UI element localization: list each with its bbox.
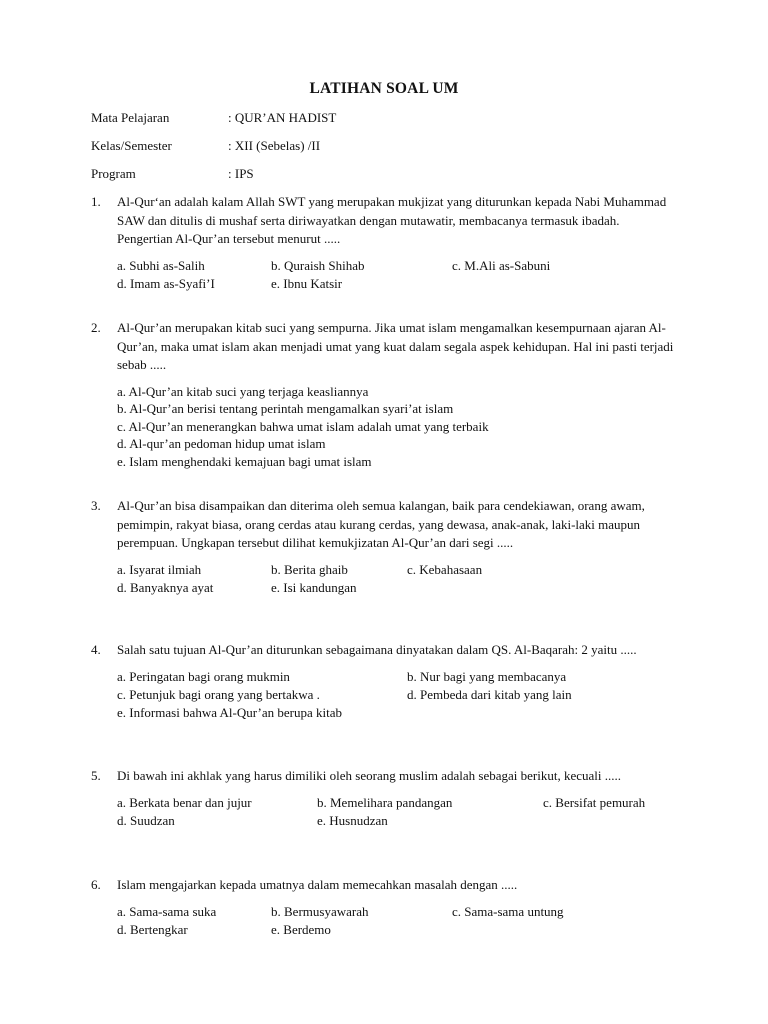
option-b: b. Bermusyawarah xyxy=(271,903,369,919)
question-5 xyxy=(91,767,676,830)
options xyxy=(117,794,676,830)
option-a: a. Berkata benar dan jujur xyxy=(117,794,252,810)
options xyxy=(117,257,676,293)
question-text: Di bawah ini akhlak yang harus dimiliki oleh seorang muslim adalah sebagai berikut, kecuali ..... xyxy=(117,768,621,783)
option-b: b. Memelihara pandangan xyxy=(317,794,453,810)
question-text: Al-Qur’an merupakan kitab suci yang sempurna. Jika umat islam mengamalkan kesempurnaan ajaran Al-Qur’an, maka umat islam akan menjadi umat yang kuat dalam segala aspek kehidupan. Hal ini pasti terjadi sebab ..... xyxy=(117,320,674,372)
question-1 xyxy=(91,193,676,293)
meta-value: : QUR’AN HADIST xyxy=(228,110,337,125)
option-d: d. Banyaknya ayat xyxy=(117,579,214,595)
question-text: Salah satu tujuan Al-Qur’an diturunkan sebagaimana dinyatakan dalam QS. Al-Baqarah: 2 yaitu ..... xyxy=(117,642,637,657)
options xyxy=(117,903,676,939)
option-c: c. Petunjuk bagi orang yang bertakwa . xyxy=(117,686,320,702)
question-4 xyxy=(91,641,676,722)
option-d: d. Imam as-Syafi’I xyxy=(117,275,215,291)
option-b: b. Berita ghaib xyxy=(271,561,348,577)
question-number: 4. xyxy=(91,642,101,657)
meta-label: Program xyxy=(91,166,136,181)
option-b: b. Quraish Shihab xyxy=(271,257,365,273)
option-e: e. Informasi bahwa Al-Qur’an berupa kitab xyxy=(117,704,343,720)
option-b: b. Al-Qur’an berisi tentang perintah mengamalkan syari’at islam xyxy=(117,401,454,416)
option-c: c. Al-Qur’an menerangkan bahwa umat islam adalah umat yang terbaik xyxy=(117,418,489,434)
question-number: 3. xyxy=(91,498,101,513)
meta-label: Kelas/Semester xyxy=(91,138,172,153)
question-text: Islam mengajarkan kepada umatnya dalam memecahkan masalah dengan ..... xyxy=(117,877,518,892)
options xyxy=(117,383,676,471)
option-a: a. Isyarat ilmiah xyxy=(117,561,202,577)
meta-value: : XII (Sebelas) /II xyxy=(228,138,321,153)
options xyxy=(117,668,676,722)
meta-label: Mata Pelajaran xyxy=(91,110,170,125)
option-d: d. Pembeda dari kitab yang lain xyxy=(407,686,572,702)
option-c: c. Bersifat pemurah xyxy=(543,794,646,810)
question-3 xyxy=(91,497,676,597)
page-title: LATIHAN SOAL UM xyxy=(309,80,459,97)
question-number: 5. xyxy=(91,768,101,783)
option-c: c. Sama-sama untung xyxy=(452,903,564,919)
option-e: e. Isi kandungan xyxy=(271,579,357,595)
option-b: b. Nur bagi yang membacanya xyxy=(407,668,567,684)
option-c: c. M.Ali as-Sabuni xyxy=(452,257,551,273)
question-number: 1. xyxy=(91,194,101,209)
option-a: a. Al-Qur’an kitab suci yang terjaga keasliannya xyxy=(117,383,369,399)
option-d: d. Bertengkar xyxy=(117,921,188,937)
question-number: 2. xyxy=(91,320,101,335)
option-d: d. Suudzan xyxy=(117,812,175,828)
question-6 xyxy=(91,876,676,939)
option-c: c. Kebahasaan xyxy=(407,561,483,577)
option-a: a. Sama-sama suka xyxy=(117,903,217,919)
option-a: a. Peringatan bagi orang mukmin xyxy=(117,668,290,684)
option-e: e. Berdemo xyxy=(271,921,331,937)
option-d: d. Al-qur’an pedoman hidup umat islam xyxy=(117,436,326,451)
question-text: Al-Qur’an bisa disampaikan dan diterima oleh semua kalangan, baik para cendekiawan, orang awam, pemimpin, rakyat biasa, orang cerdas atau kurang cerdas, yang dewasa, anak-anak, laki-laki maupun perempuan. Ungkapan tersebut dilihat kemukjizatan Al-Qur’an dari segi ..... xyxy=(117,498,645,550)
question-2 xyxy=(91,319,676,470)
option-e: e. Islam menghendaki kemajuan bagi umat islam xyxy=(117,453,372,469)
question-text: Al-Qur‘an adalah kalam Allah SWT yang merupakan mukjizat yang diturunkan kepada Nabi Muhammad SAW dan ditulis di mushaf serta diriwayatkan dengan mutawatir, membacanya termasuk ibadah. Pengertian Al-Qur’an tersebut menurut ..... xyxy=(117,194,667,246)
option-e: e. Husnudzan xyxy=(317,812,388,828)
question-number: 6. xyxy=(91,877,101,892)
option-e: e. Ibnu Katsir xyxy=(271,275,343,291)
option-a: a. Subhi as-Salih xyxy=(117,257,205,273)
options xyxy=(117,561,676,597)
meta-value: : IPS xyxy=(228,166,254,181)
